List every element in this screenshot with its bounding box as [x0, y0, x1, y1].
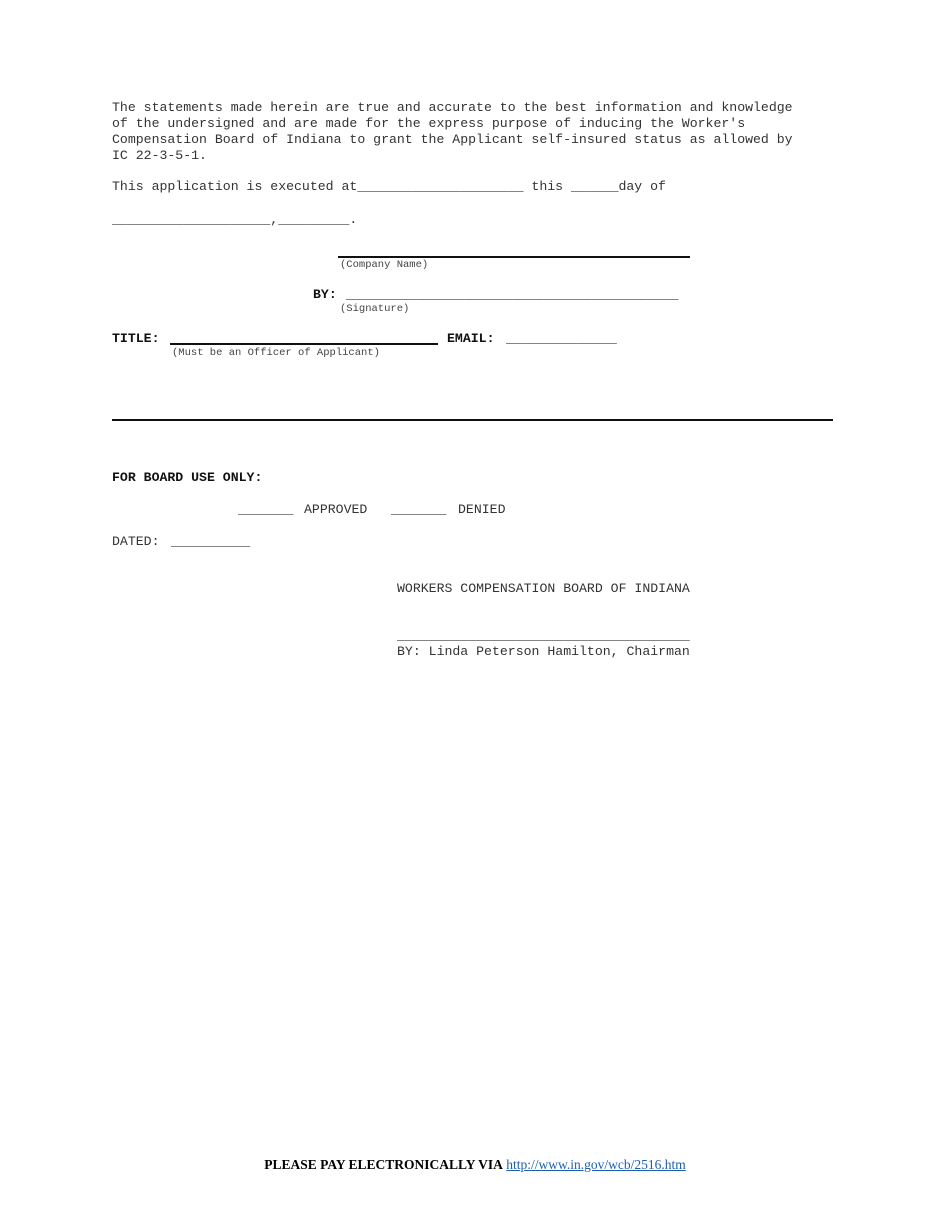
dated-line[interactable]: __________	[171, 534, 251, 549]
declaration-paragraph: The statements made herein are true and accurate to the best information and knowledge of the undersigned and are made for the express purpose of inducing the Worker's Compensation Board of Indiana to grant the Applicant self-insured status as allowed by IC 22-3-5-1.	[112, 100, 793, 163]
board-signer: BY: Linda Peterson Hamilton, Chairman	[397, 644, 690, 659]
email-line[interactable]: ______________	[506, 331, 617, 346]
approved-label: APPROVED	[304, 502, 368, 517]
email-label: EMAIL:	[447, 331, 495, 346]
execution-date-line[interactable]: ____________________,_________.	[112, 212, 358, 227]
approved-line[interactable]: _______	[238, 502, 294, 517]
denied-label: DENIED	[458, 502, 506, 517]
footer	[0, 1157, 950, 1173]
dated-label: DATED:	[112, 534, 160, 549]
board-signature-line[interactable]: _____________________________________	[397, 628, 690, 643]
board-name: WORKERS COMPENSATION BOARD OF INDIANA	[397, 581, 690, 596]
signature-caption: (Signature)	[340, 303, 410, 315]
execution-location-line[interactable]: This application is executed at_____________________ this ______day of	[112, 179, 666, 194]
board-use-heading: FOR BOARD USE ONLY:	[112, 470, 263, 485]
by-label: BY:	[313, 287, 337, 302]
title-line[interactable]	[170, 343, 438, 345]
denied-line[interactable]: _______	[391, 502, 447, 517]
footer-text: PLEASE PAY ELECTRONICALLY VIA	[264, 1157, 503, 1172]
title-label: TITLE:	[112, 331, 160, 346]
company-name-caption: (Company Name)	[340, 259, 429, 271]
title-caption: (Must be an Officer of Applicant)	[172, 347, 380, 359]
company-name-line[interactable]	[338, 256, 690, 258]
section-divider	[112, 419, 833, 421]
signature-line[interactable]: __________________________________________	[346, 287, 679, 302]
payment-link[interactable]: http://www.in.gov/wcb/2516.htm	[506, 1157, 686, 1172]
